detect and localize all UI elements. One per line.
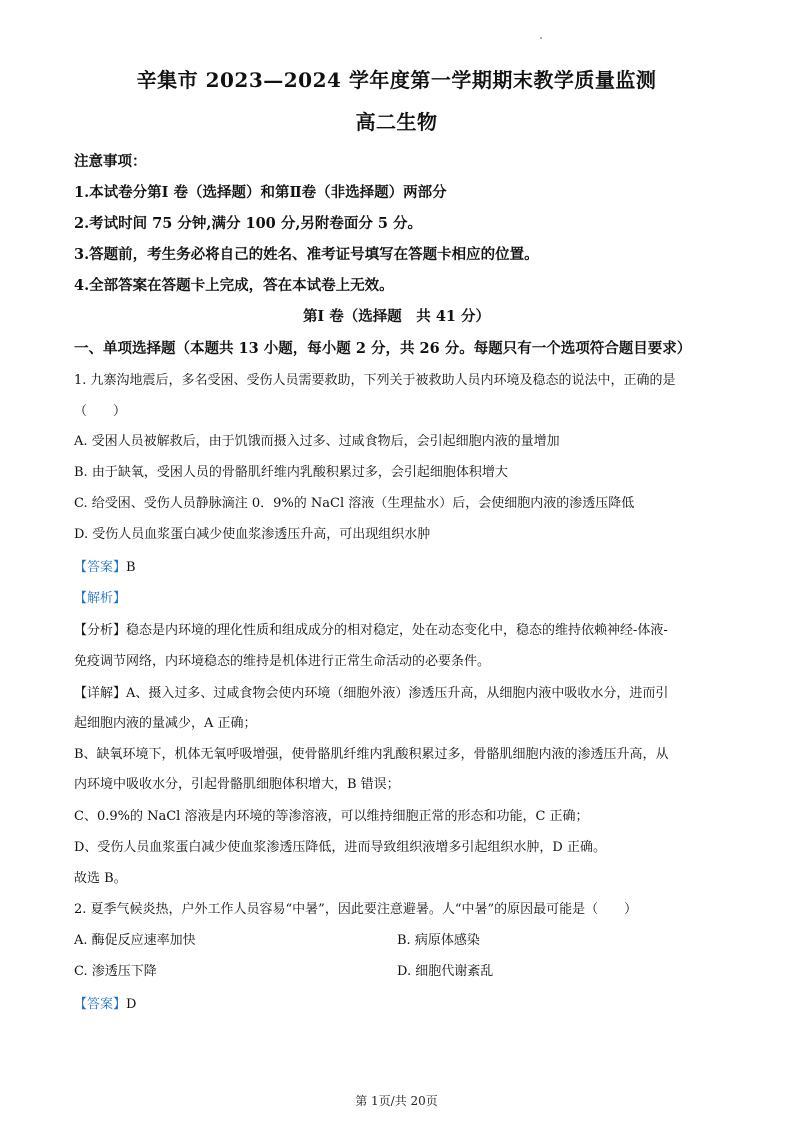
q1-explain-d: D、受伤人员血浆蛋白减少使血浆渗透压降低，进而导致组织液增多引起组织水肿，D 正确。 — [74, 840, 606, 855]
note-item-4: 4.全部答案在答题卡上完成，答在本试卷上无效。 — [74, 277, 394, 294]
q1-explain-b-line-1: B、缺氧环境下，机体无氧呼吸增强，使骨骼肌纤维内乳酸积累过多，骨骼肌细胞内液的渗透压升高，从 — [74, 747, 669, 762]
q1-stem-line-1: 1. 九寨沟地震后，多名受困、受伤人员需要救助，下列关于被救助人员内环境及稳态的说法中，正确的是 — [74, 373, 676, 388]
answer-tag: 【答案】 — [74, 560, 127, 575]
fenxi-text: 稳态是内环境的理化性质和组成成分的相对稳定，处在动态变化中，稳态的维持依赖神经-体液- — [126, 623, 668, 638]
q2-option-b: B. 病原体感染 — [397, 933, 480, 948]
part-heading: 一、单项选择题（本题共 13 小题，每小题 2 分，共 26 分。每题只有一个选项符合题目要求） — [74, 340, 692, 357]
page-number: 第 1页/共 20页 — [355, 1094, 438, 1108]
q2-stem: 2. 夏季气候炎热，户外工作人员容易“中暑”，因此要注意避暑。人“中暑”的原因最可能是（ ） — [74, 902, 638, 917]
q1-xiangjie-line-2: 起细胞内液的量减少，A 正确； — [74, 716, 257, 731]
document-title: 辛集市 2023—2024 学年度第一学期期末教学质量监测 — [136, 68, 657, 92]
q1-option-c: C. 给受困、受伤人员静脉滴注 0．9%的 NaCl 溶液（生理盐水）后，会使细胞内液的渗透压降低 — [74, 496, 635, 511]
corner-dot-top — [540, 37, 542, 39]
answer-value: B — [126, 560, 136, 575]
notes-heading: 注意事项： — [74, 153, 147, 170]
q2-option-c: C. 渗透压下降 — [74, 964, 157, 979]
q1-explain-c: C、0.9%的 NaCl 溶液是内环境的等渗溶液，可以维持细胞正常的形态和功能，C 正确； — [74, 809, 589, 824]
section-title: 第Ⅰ 卷（选择题 共 41 分） — [302, 308, 491, 325]
q1-conclusion: 故选 B。 — [74, 871, 127, 886]
note-item-2: 2.考试时间 75 分钟,满分 100 分,另附卷面分 5 分。 — [74, 215, 423, 232]
answer-value: D — [126, 997, 137, 1012]
q1-option-b: B. 由于缺氧，受困人员的骨骼肌纤维内乳酸积累过多，会引起细胞体积增大 — [74, 465, 508, 480]
q1-stem-line-2: （ ） — [74, 404, 127, 419]
q1-xiangjie-line-1 — [74, 682, 668, 701]
q1-fenxi-line-1 — [74, 619, 668, 638]
q2-answer — [74, 993, 136, 1012]
q2-option-d: D. 细胞代谢紊乱 — [397, 964, 494, 979]
q1-option-d: D. 受伤人员血浆蛋白减少使血浆渗透压升高，可出现组织水肿 — [74, 527, 431, 542]
note-item-1: 1.本试卷分第Ⅰ 卷（选择题）和第Ⅱ卷（非选择题）两部分 — [74, 184, 447, 201]
q2-option-a: A. 酶促反应速率加快 — [74, 933, 196, 948]
q1-explain-b-line-2: 内环境中吸收水分，引起骨骼肌细胞体积增大，B 错误； — [74, 777, 400, 792]
xiangjie-tag: 【详解】 — [74, 686, 127, 701]
q1-option-a: A. 受困人员被解救后，由于饥饿而摄入过多、过咸食物后，会引起细胞内液的量增加 — [74, 434, 560, 449]
fenxi-tag: 【分析】 — [74, 623, 127, 638]
answer-tag: 【答案】 — [74, 997, 127, 1012]
q1-fenxi-line-2: 免疫调节网络，内环境稳态的维持是机体进行正常生命活动的必要条件。 — [74, 654, 491, 669]
note-item-3: 3.答题前，考生务必将自己的姓名、准考证号填写在答题卡相应的位置。 — [74, 246, 539, 263]
xiangjie-text: A、摄入过多、过咸食物会使内环境（细胞外液）渗透压升高，从细胞内液中吸收水分，进而引 — [126, 686, 669, 701]
q1-analysis-tag: 【解析】 — [74, 591, 127, 606]
q1-answer — [74, 556, 136, 575]
document-subtitle: 高二生物 — [355, 110, 438, 134]
